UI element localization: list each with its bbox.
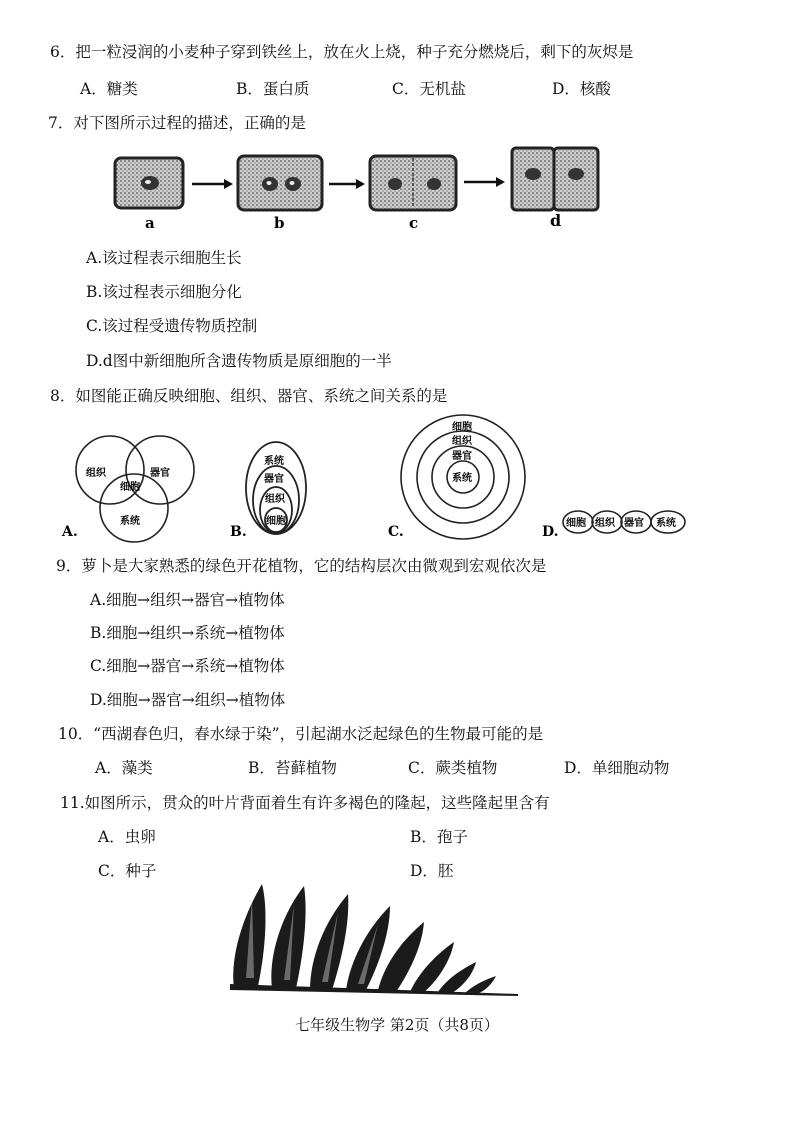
oval-label-inner: 细胞 [266,516,286,527]
q8-option-d: D. [542,524,559,540]
q10-option-d: D．单细胞动物 [564,759,670,777]
venn-label-b: 器官 [150,468,170,479]
q7-option-c: C.该过程受遗传物质控制 [86,317,258,335]
venn-label-a: 组织 [86,468,106,479]
q6-stem: 6．把一粒浸润的小麦种子穿到铁丝上，放在火上烧，种子充分燃烧后，剩下的灰烬是 [50,43,634,61]
q11-option-d: D．胚 [410,862,454,880]
page-footer: 七年级生物学 第2页（共8页） [295,1016,499,1034]
label-b: b [274,214,285,232]
q7-option-d: D.d图中新细胞所含遗传物质是原细胞的一半 [86,352,392,370]
q8-option-c: C. [388,524,404,540]
q9-option-d: D.细胞→器官→组织→植物体 [90,691,286,709]
q9-option-c: C.细胞→器官→系统→植物体 [90,657,285,675]
oval-label-outer: 系统 [264,456,284,467]
q11-option-b: B．孢子 [410,828,468,846]
q10-option-a: A．藻类 [95,759,153,777]
circle-label-inner: 系统 [452,473,472,484]
circle-label-third: 器官 [452,451,472,462]
q7-option-a: A.该过程表示细胞生长 [86,249,242,267]
q9-option-b: B.细胞→组织→系统→植物体 [90,624,285,642]
chain-label-3: 器官 [624,518,644,529]
hierarchy-figures [0,412,794,552]
cell-c [370,156,456,210]
q6-option-c: C．无机盐 [392,80,466,98]
venn-label-d: 系统 [120,516,140,527]
cell-a [115,158,183,208]
q8-option-a: A. [62,524,78,540]
circle-label-second: 组织 [452,436,472,447]
venn-label-c: 细胞 [120,482,140,493]
cell-d [512,148,598,210]
chain-label-1: 细胞 [566,518,586,529]
q9-stem: 9．萝卜是大家熟悉的绿色开花植物，它的结构层次由微观到宏观依次是 [56,557,547,575]
label-a: a [145,214,155,232]
cell-division-figure [0,140,794,230]
cell-b [238,156,322,210]
q10-stem: 10．“西湖春色归，春水绿于染”，引起湖水泛起绿色的生物最可能的是 [58,725,544,743]
oval-label-second: 器官 [264,474,284,485]
label-d: d [550,211,562,230]
q6-option-b: B．蛋白质 [236,80,310,98]
q8-option-b: B. [230,524,247,540]
q11-option-a: A．虫卵 [98,828,156,846]
q7-stem: 7．对下图所示过程的描述，正确的是 [48,114,306,132]
chain-label-2: 组织 [595,518,615,529]
q9-option-a: A.细胞→组织→器官→植物体 [90,591,285,609]
oval-label-third: 组织 [265,494,285,505]
q11-stem: 11.如图所示，贯众的叶片背面着生有许多褐色的隆起，这些隆起里含有 [60,794,550,812]
q10-option-b: B．苔藓植物 [248,759,337,777]
circle-label-outer: 细胞 [452,422,472,433]
q6-option-a: A．糖类 [80,80,138,98]
q11-option-c: C．种子 [98,862,157,880]
q8-stem: 8．如图能正确反映细胞、组织、器官、系统之间关系的是 [50,387,448,405]
q7-option-b: B.该过程表示细胞分化 [86,283,242,301]
chain-label-4: 系统 [656,518,676,529]
label-c: c [409,214,419,232]
fern-leaf-image [228,878,528,998]
q10-option-c: C．蕨类植物 [408,759,498,777]
q6-option-d: D．核酸 [552,80,611,98]
